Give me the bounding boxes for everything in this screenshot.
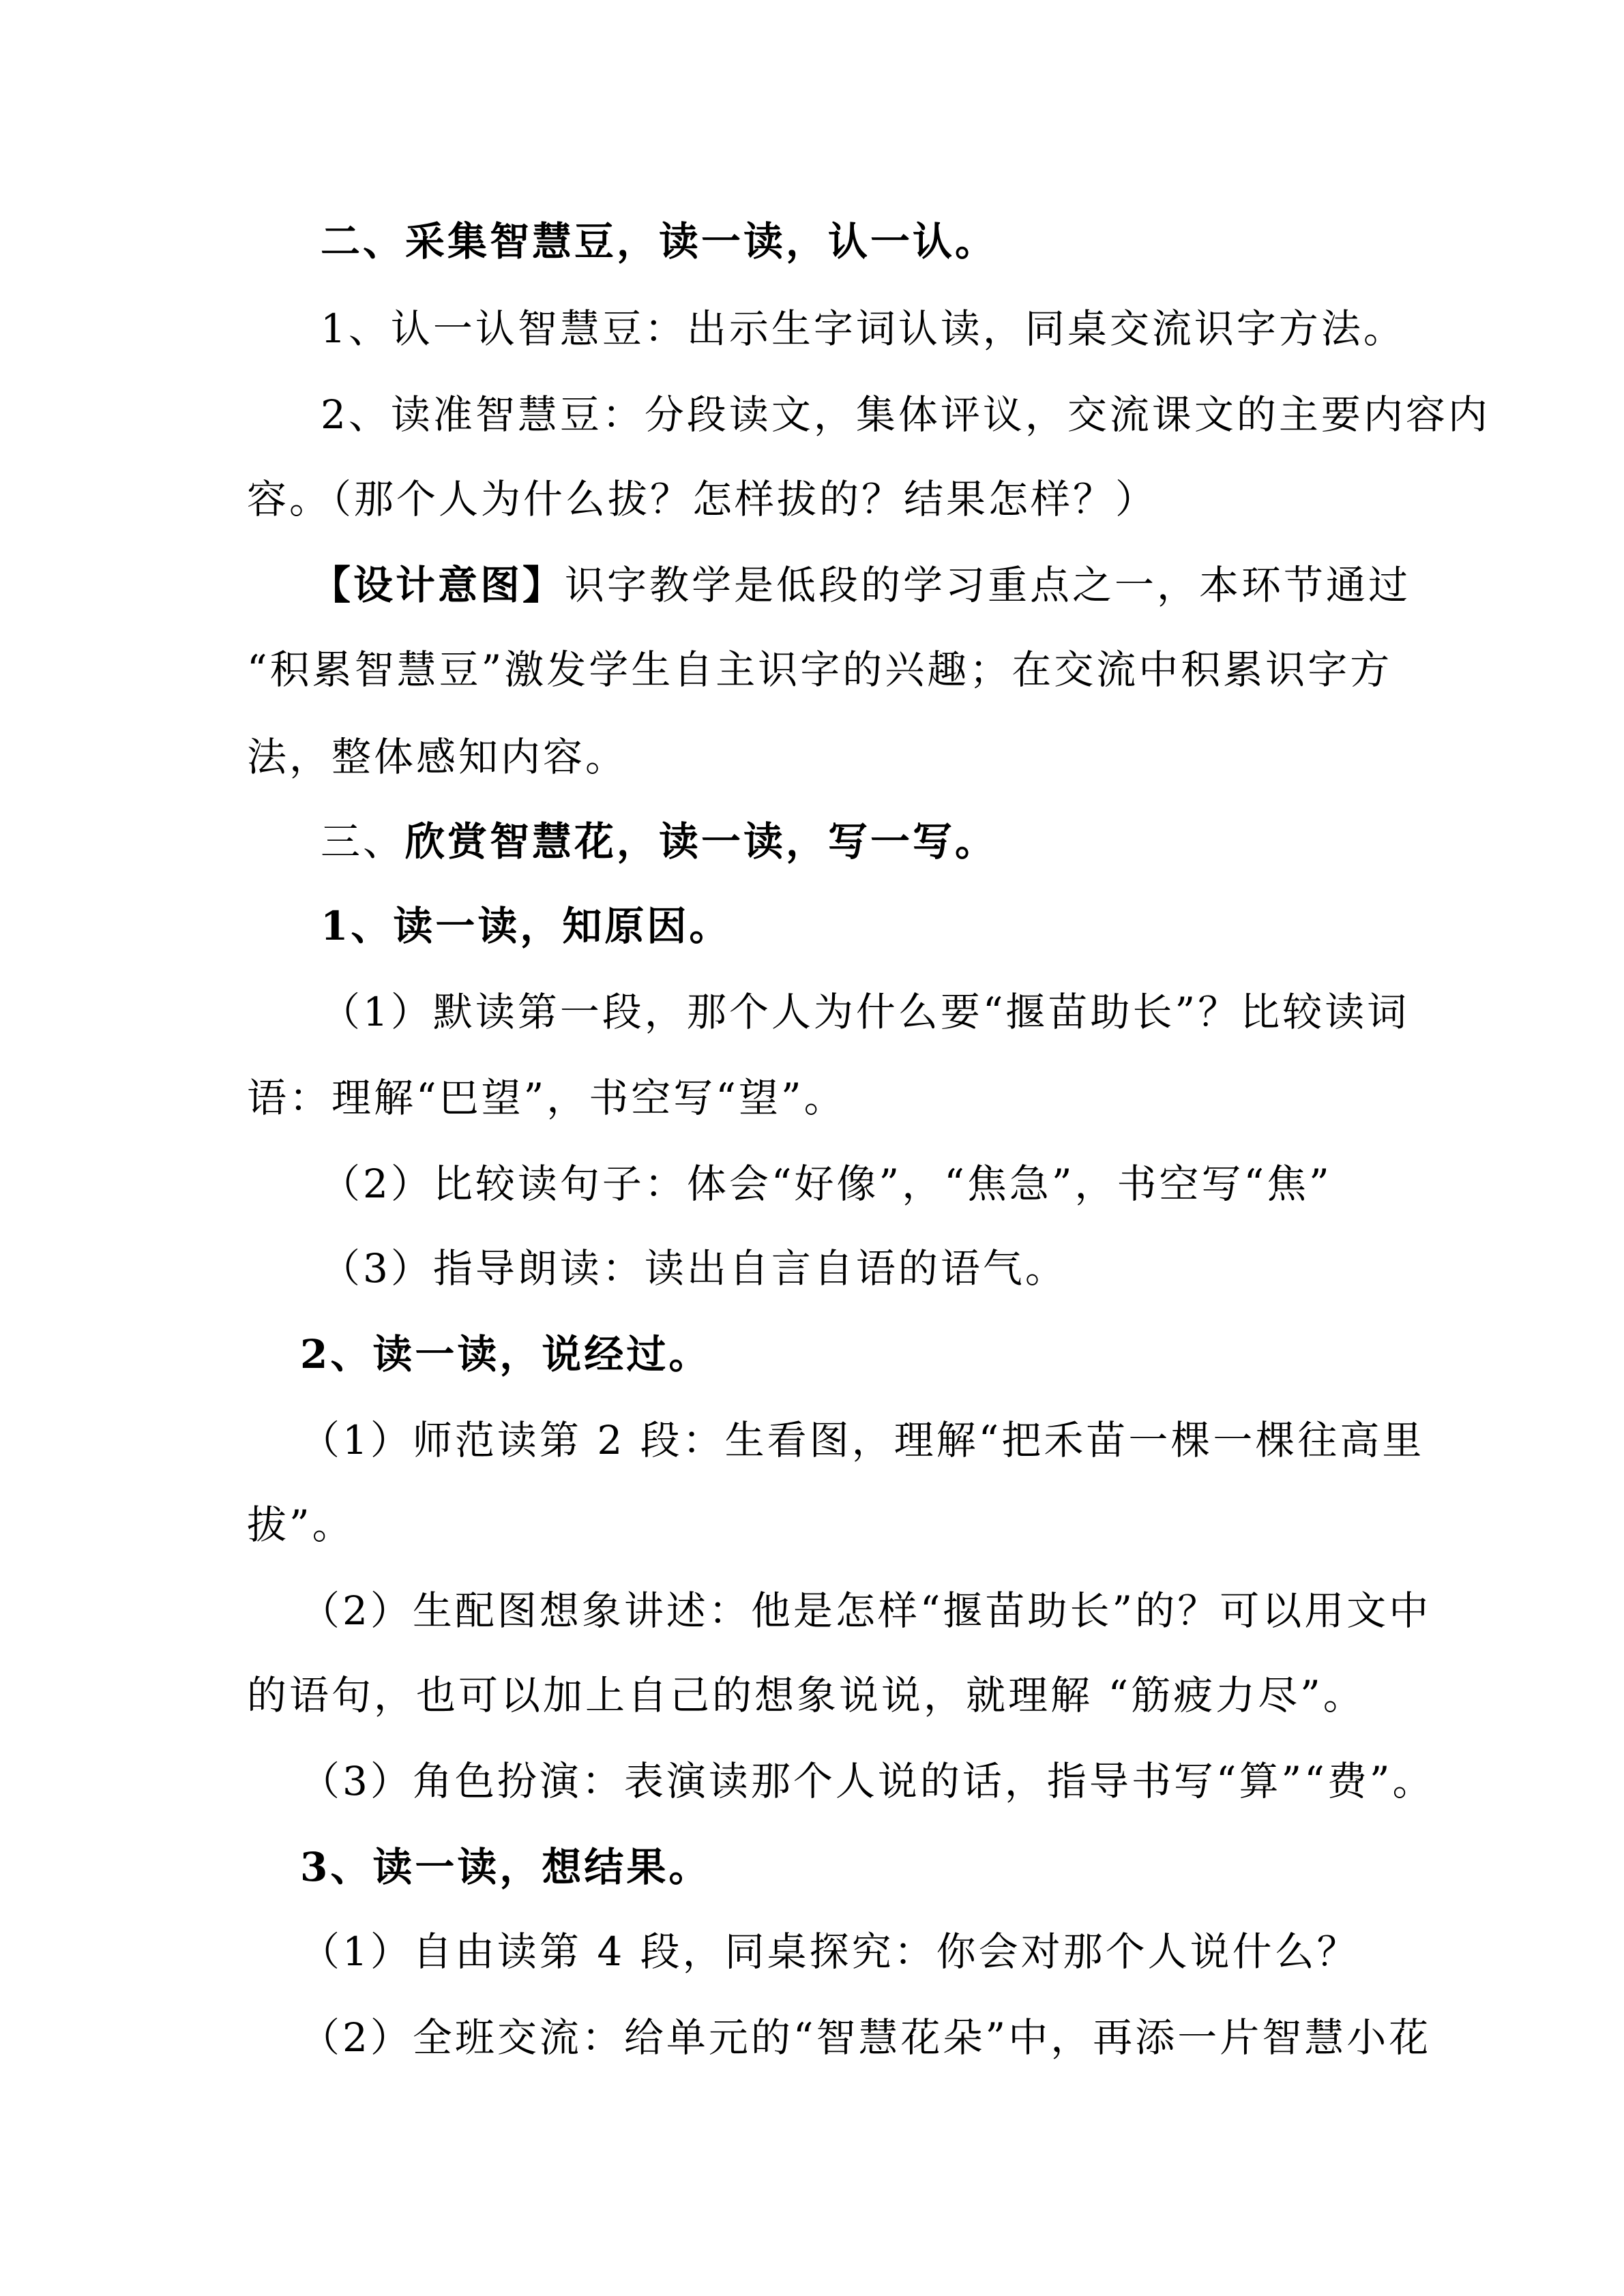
section-title: 欣赏智慧花，读一读，写一写。	[405, 818, 998, 865]
paragraph-line: 拔”。	[247, 1502, 355, 1548]
sub-heading: 1、读一读，知原因。	[321, 903, 732, 949]
paragraph-line: （1）自由读第 4 段，同桌探究：你会对那个人说什么？	[300, 1928, 1359, 1975]
sub-heading: 3、读一读，想结果。	[300, 1844, 711, 1890]
paragraph-line: 2、读准智慧豆：分段读文，集体评议，交流课文的主要内容内	[321, 391, 1490, 438]
section-heading-2: 二、采集智慧豆，读一读，认一认。	[321, 218, 998, 265]
design-intent-text: 识字教学是低段的学习重点之一，本环节通过	[565, 562, 1411, 608]
paragraph-line: （3）角色扮演：表演读那个人说的话，指导书写“算”“费”。	[300, 1758, 1435, 1804]
section-number: 三、	[321, 818, 406, 865]
paragraph-line: 容。（那个人为什么拔？怎样拔的？结果怎样？）	[247, 476, 1158, 522]
paragraph-line: （2）全班交流：给单元的“智慧花朵”中，再添一片智慧小花	[300, 2014, 1432, 2061]
design-intent-paragraph	[311, 561, 1411, 610]
paragraph-line: “积累智慧豆”激发学生自主识字的兴趣；在交流中积累识字方	[247, 646, 1393, 693]
paragraph-line: 语：理解“巴望”，书空写“望”。	[247, 1075, 846, 1121]
paragraph-line: 的语句，也可以加上自己的想象说说，就理解 “筋疲力尽”。	[247, 1672, 1365, 1718]
section-heading-3	[321, 817, 997, 866]
paragraph-line: 法，整体感知内容。	[247, 734, 628, 780]
sub-heading: 2、读一读，说经过。	[300, 1331, 711, 1377]
paragraph-line: （2）生配图想象讲述：他是怎样“揠苗助长”的？可以用文中	[300, 1587, 1432, 1634]
paragraph-line: （1）师范读第 2 段：生看图，理解“把禾苗一棵一棵往高里	[300, 1417, 1425, 1463]
paragraph-line: 1、认一认智慧豆：出示生字词认读，同桌交流识字方法。	[321, 305, 1406, 352]
paragraph-line: （3）指导朗读：读出自言自语的语气。	[321, 1245, 1067, 1292]
design-intent-label: 【设计意图】	[311, 562, 565, 608]
paragraph-line: （1）默读第一段，那个人为什么要“揠苗助长”？比较读词	[321, 989, 1410, 1035]
paragraph-line: （2）比较读句子：体会“好像”，“焦急”，书空写“焦”	[321, 1161, 1332, 1207]
